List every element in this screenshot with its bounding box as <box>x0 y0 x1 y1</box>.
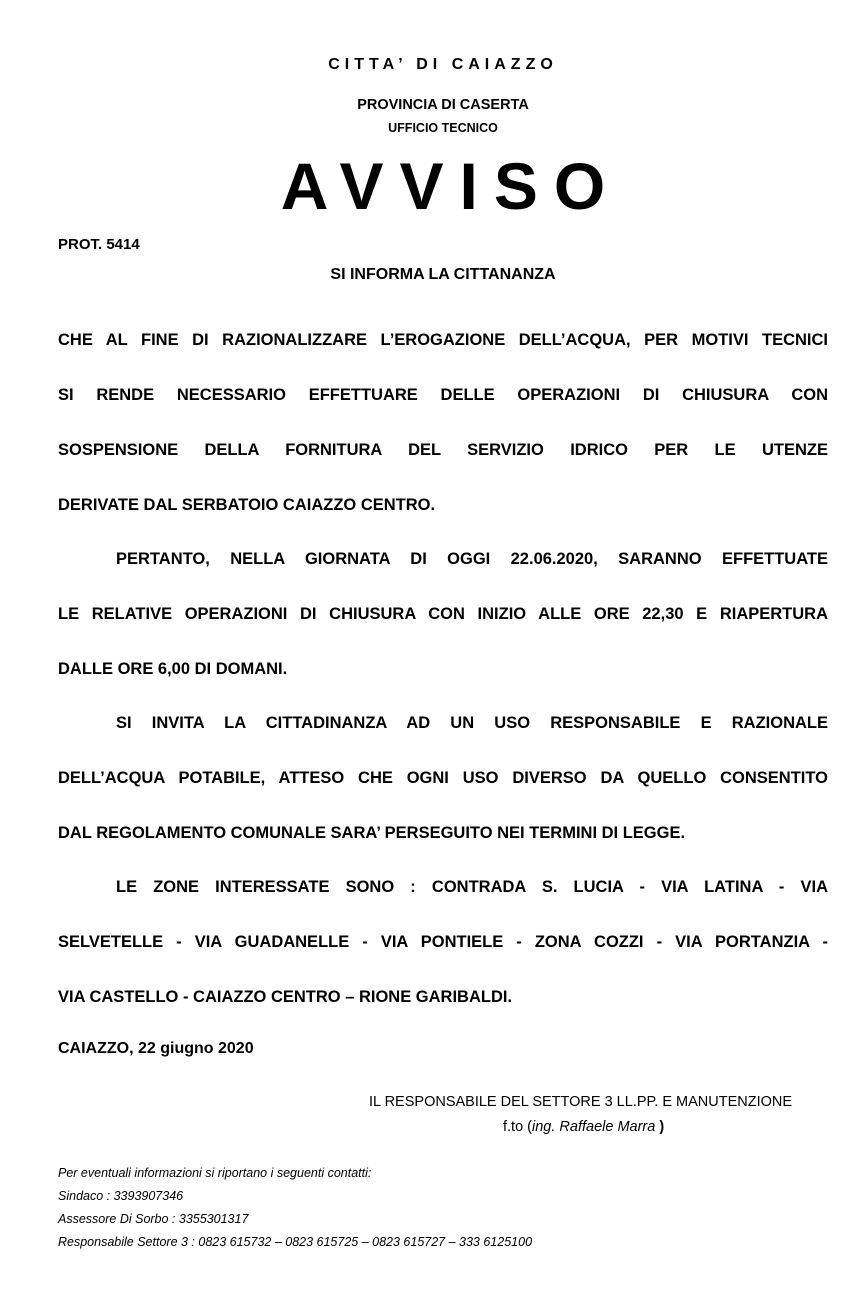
contact-item: Assessore Di Sorbo : 3355301317 <box>58 1212 249 1226</box>
paragraph-line: SI RENDE NECESSARIO EFFETTUARE DELLE OPERAZIONI DI CHIUSURA CON <box>58 386 828 404</box>
notice-title: AVVISO <box>280 149 622 223</box>
intro-line: SI INFORMA LA CITTANANZA <box>330 266 556 283</box>
signature-role: IL RESPONSABILE DEL SETTORE 3 LL.PP. E MANUTENZIONE <box>369 1094 793 1110</box>
paragraph-line: SOSPENSIONE DELLA FORNITURA DEL SERVIZIO IDRICO PER LE UTENZE <box>58 441 828 459</box>
contact-item: Responsabile Settore 3 : 0823 615732 – 0823 615725 – 0823 615727 – 333 6125100 <box>58 1235 533 1249</box>
paragraph-line: DELL’ACQUA POTABILE, ATTESO CHE OGNI USO DIVERSO DA QUELLO CONSENTITO <box>58 769 828 787</box>
paragraph-line: SELVETELLE - VIA GUADANELLE - VIA PONTIELE - ZONA COZZI - VIA PORTANZIA - <box>58 933 828 951</box>
paragraph-line: DALLE ORE 6,00 DI DOMANI. <box>58 660 288 678</box>
paragraph-line: LE RELATIVE OPERAZIONI DI CHIUSURA CON INIZIO ALLE ORE 22,30 E RIAPERTURA <box>58 605 828 623</box>
paragraph-line: LE ZONE INTERESSATE SONO : CONTRADA S. LUCIA - VIA LATINA - VIA <box>116 878 828 896</box>
protocol-number: PROT. 5414 <box>58 236 140 253</box>
office-name: UFFICIO TECNICO <box>388 121 498 135</box>
signature-suffix: ) <box>655 1119 665 1135</box>
paragraph-line: VIA CASTELLO - CAIAZZO CENTRO – RIONE GARIBALDI. <box>58 988 513 1006</box>
signature-name <box>503 1119 664 1135</box>
paragraph-line: DERIVATE DAL SERBATOIO CAIAZZO CENTRO. <box>58 496 436 514</box>
paragraph-line: DAL REGOLAMENTO COMUNALE SARA’ PERSEGUITO NEI TERMINI DI LEGGE. <box>58 824 686 842</box>
paragraph-line: SI INVITA LA CITTADINANZA AD UN USO RESPONSABILE E RAZIONALE <box>116 714 828 732</box>
city-name: CITTA’ DI CAIAZZO <box>328 56 558 73</box>
signature-prefix: f.to ( <box>503 1119 533 1135</box>
contacts-intro: Per eventuali informazioni si riportano i seguenti contatti: <box>58 1166 372 1180</box>
signer-name: ing. Raffaele Marra <box>532 1119 656 1135</box>
contact-item: Sindaco : 3393907346 <box>58 1189 184 1203</box>
paragraph-line: PERTANTO, NELLA GIORNATA DI OGGI 22.06.2020, SARANNO EFFETTUATE <box>116 550 828 568</box>
paragraph-line: CHE AL FINE DI RAZIONALIZZARE L’EROGAZIONE DELL’ACQUA, PER MOTIVI TECNICI <box>58 331 828 349</box>
province-name: PROVINCIA DI CASERTA <box>357 97 529 113</box>
place-date: CAIAZZO, 22 giugno 2020 <box>58 1040 254 1057</box>
